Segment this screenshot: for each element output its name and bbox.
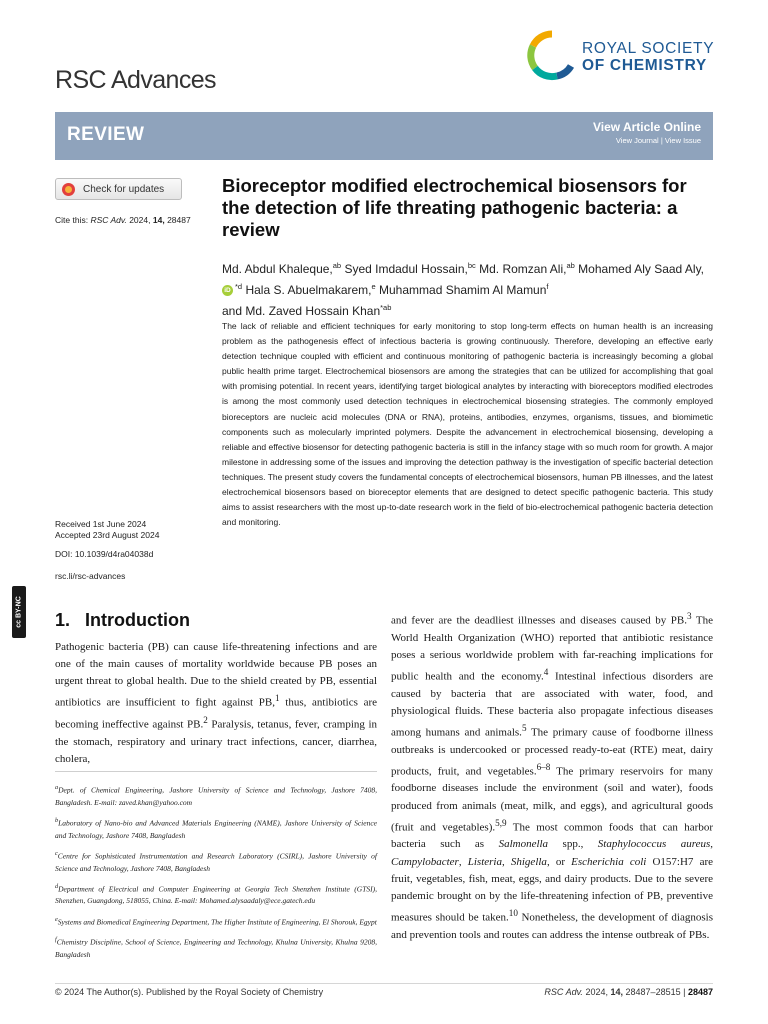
author-affiliation-mark: e: [371, 282, 376, 291]
footer-journal: RSC Adv.: [544, 987, 583, 997]
orcid-icon[interactable]: iD: [222, 285, 233, 296]
author-name[interactable]: Mohamed Aly Saad Aly,: [578, 262, 705, 276]
affiliation-footnote: [55, 881, 377, 908]
reference-link[interactable]: 3: [686, 611, 692, 621]
body-text: The primary reservoirs for many foodborne diseases include the environment (soil and water), foods produced from animals (meat, milk, and eggs), and agricultural goods (fruit and vegetables).: [391, 765, 713, 834]
author-affiliation-mark: f: [546, 282, 549, 291]
body-text: and fever are the deadliest illnesses and diseases caused by PB.: [391, 614, 687, 627]
abstract: The lack of reliable and efficient techniques for early monitoring to stop long-term effects on human health is an increasing problem as the pathogenesis effect of infectious bacteria is growing continuously. Therefore, developing an effective early detection technique coupled with efficient and continuous monitoring of pathogenic bacteria is increasingly becoming a global public health prime target. Electrochemical biosensors are among the strategies that can be utilized for accomplishing that goal with promising potential. In recent years, identifying target biological analytes by interacting with bioreceptors modified electrodes is among the most commonly used detection techniques in electrochemical biosensing strategies. The commonly employed bioreceptors are nucleic acid molecules (DNA or RNA), proteins, antibodies, enzymes, organisms, tissues, and biomimetic components such as molecularly imprinted polymers. Despite the advancement in electrochemical biosensing, developing a reliable and effective biosensor for detecting pathogenic bacteria is still in the infancy stage with so much room for growth. A major milestone in addressing some of the issues and improving the detection pathway is the investigation of specific bacterial detection techniques. The present study covers the fundamental concepts of electrochemical biosensors, human PB illnesses, and the latest electrochemical biosensors based on bioreceptor elements that are designed to detect specific pathogenic bacteria. This study aims to assist researchers with the most up-to-date research work in the field of bio-electrochemical pathogenic bacteria detection and monitoring.: [222, 321, 713, 528]
affiliation-footnote: [55, 934, 377, 961]
species-name: Salmonella: [498, 838, 549, 851]
footnote-text: Chemistry Discipline, School of Science, Engineering and Technology, Khulna University, Khulna 9208, Bangladesh: [55, 937, 377, 960]
section-heading: [55, 610, 190, 631]
affiliation-footnotes: [55, 782, 377, 967]
footnote-mark: a: [55, 784, 59, 791]
doi[interactable]: DOI: 10.1039/d4ra04038d: [55, 549, 154, 559]
author-name[interactable]: Md. Zaved Hossain Khan: [245, 304, 381, 318]
footer-volume: 14,: [610, 987, 624, 997]
cite-year: 2024,: [129, 215, 151, 225]
reference-link[interactable]: 1: [275, 693, 280, 704]
article-meta: [55, 519, 159, 582]
body-text: Pathogenic bacteria (PB) can cause life-threatening infections and are one of the main causes of mortality worldwide because PB poses an urgent threat to global health. Due to the shield created by PB, essential antibiotics are insufficient to fight against PB,: [55, 641, 377, 709]
body-text: The World Health Organization (WHO) reported that antibiotic resistance poses a serious worldwide problem with far-reaching implications for public health and the economy.: [391, 614, 713, 683]
author-affiliation-mark: bc: [467, 261, 476, 270]
author-name[interactable]: Hala S. Abuelmakarem,: [245, 283, 372, 297]
footnote-text: Systems and Biomedical Engineering Department, The Higher Institute of Engineering, El Shorouk, Egypt: [57, 917, 377, 927]
author-name[interactable]: Md. Abdul Khaleque,: [222, 262, 333, 276]
cite-journal: RSC Adv.: [90, 215, 127, 225]
journal-site-link[interactable]: rsc.li/rsc-advances: [55, 571, 126, 581]
footnote-mark: d: [55, 882, 59, 890]
rsc-logo-icon: [527, 30, 577, 84]
species-name: Staphylococcus aureus: [597, 838, 711, 851]
intro-paragraph: [391, 608, 713, 944]
footer-pages: 28487–28515: [625, 987, 681, 997]
body-text: O157:H7 are fruit, vegetables, fish, meat, eggs, and dairy products. Due to the severe pandemic brought on by the life-threatening infection of PB, preventive measures should be taken.: [391, 855, 714, 924]
cc-license-badge[interactable]: [12, 586, 26, 638]
footnote-text: Centre for Sophisticated Instrumentation and Research Laboratory (CSIRL), Jashore University of Science and Technology, Jashore 7408, Bangladesh: [55, 851, 377, 873]
body-text: spp.,: [548, 838, 598, 851]
citation-line: [55, 215, 191, 225]
section-number: 1.: [55, 610, 71, 630]
body-text: Paralysis, tetanus, fever, cramping in the stomach, respiratory and urinary tract infections, cancer, diarrhea, cholera,: [55, 718, 377, 765]
accepted-date: Accepted 23rd August 2024: [55, 530, 160, 540]
check-for-updates-button[interactable]: [55, 178, 182, 200]
view-issue-link[interactable]: View Issue: [664, 136, 701, 145]
body-text: The most common foods that can harbor bacteria such as: [391, 821, 713, 851]
footnote-text: Department of Electrical and Computer Engineering at Georgia Tech Shenzhen Institute (GTSI), Shenzhen, Guangdong, 518055, China. E-mail: Mohamed.alysaadaly@ece.gatech.edu: [55, 884, 377, 906]
body-text: , or: [546, 855, 572, 868]
species-name: Campylobacter: [391, 855, 459, 868]
body-text: The primary cause of foodborne illness outbreaks is undercooked or processed ready-to-eat (RTE) meat, dairy products, fruit, and vegetables.: [391, 726, 713, 778]
author-conjunction: and: [222, 304, 243, 318]
article-type-banner: REVIEW View Article Online View Journal | View Issue: [55, 112, 713, 160]
logo-text-line2: OF CHEMISTRY: [582, 56, 707, 74]
footnote-text: Laboratory of Nano-bio and Advanced Materials Engineering (NAME), Jashore University of Science and Technology, Jashore 7408, Bangladesh: [55, 818, 377, 840]
publisher-logo[interactable]: [527, 30, 717, 84]
cite-prefix: Cite this:: [55, 215, 89, 225]
reference-link[interactable]: 5,9: [495, 817, 507, 828]
author-name[interactable]: Muhammad Shamim Al Mamun: [379, 283, 547, 297]
body-text: ,: [710, 838, 713, 851]
author-list: [222, 257, 717, 320]
article-title: Bioreceptor modified electrochemical biosensors for the detection of life threating pathogenic bacteria: a review: [222, 175, 687, 240]
footnote-mark: f: [55, 936, 57, 944]
journal-name: RSC Advances: [55, 66, 216, 94]
reference-link[interactable]: 10: [508, 907, 518, 918]
author-affiliation-mark: *d: [235, 282, 243, 291]
page-footer-citation: [544, 987, 713, 997]
intro-paragraph: [55, 639, 377, 768]
reference-link[interactable]: 4: [543, 666, 549, 677]
cite-page: 28487: [167, 215, 191, 225]
footer-divider: [55, 983, 713, 984]
footnote-mark: b: [55, 816, 59, 824]
species-name: Escherichia coli: [571, 855, 647, 868]
species-name: Shigella: [510, 855, 547, 868]
section-title: Introduction: [85, 610, 191, 630]
body-text: Intestinal infectious disorders are caused by bacteria that are associated with water, food, and physiological fluids. These bacteria also propagate infectious diseases among humans and animals.: [391, 670, 713, 739]
author-name[interactable]: Syed Imdadul Hossain,: [344, 262, 468, 276]
intro-right-column: [391, 608, 713, 944]
article-type-label: REVIEW: [67, 124, 145, 145]
author-affiliation-mark: *ab: [380, 303, 392, 312]
footer-year: 2024,: [585, 987, 608, 997]
footnote-text: Dept. of Chemical Engineering, Jashore University of Science and Technology, Jashore 7408, Bangladesh. E-mail: zaved.khan@yahoo.com: [55, 785, 377, 807]
affiliation-footnote: [55, 848, 377, 875]
reference-link[interactable]: 6–8: [536, 761, 551, 772]
body-text: ,: [501, 855, 511, 868]
species-name: Listeria: [467, 855, 502, 868]
reference-link[interactable]: 2: [203, 715, 208, 726]
view-article-online-link[interactable]: View Article Online: [592, 120, 701, 134]
author-affiliation-mark: ab: [566, 261, 575, 270]
body-text: ,: [458, 855, 468, 868]
cc-license-label: cc BY-NC: [15, 596, 23, 628]
body-text: thus, antibiotics are becoming ineffective against PB.: [55, 696, 377, 731]
author-affiliation-mark: ab: [332, 261, 342, 270]
footnote-mark: e: [55, 915, 58, 923]
view-journal-link[interactable]: View Journal: [615, 136, 659, 145]
footnote-divider: [55, 771, 377, 772]
affiliation-footnote: [55, 815, 377, 842]
check-updates-icon: [62, 183, 75, 196]
intro-left-column: [55, 639, 377, 768]
logo-text-line1: ROYAL SOCIETY: [582, 40, 715, 57]
reference-link[interactable]: 5: [521, 722, 527, 733]
body-text: Nonetheless, the development of diagnosis and prevention tools and routes can address the intense outbreak of PBs.: [391, 911, 713, 941]
page-number: 28487: [687, 987, 713, 997]
received-date: Received 1st June 2024: [55, 519, 147, 529]
cite-volume: 14,: [152, 215, 165, 225]
copyright-notice: © 2024 The Author(s). Published by the Royal Society of Chemistry: [55, 987, 324, 997]
footer-separator: |: [683, 987, 686, 997]
footnote-mark: c: [55, 849, 58, 857]
affiliation-footnote: [55, 782, 377, 809]
author-name[interactable]: Md. Romzan Ali,: [479, 262, 567, 276]
affiliation-footnote: [55, 914, 377, 929]
check-for-updates-label: Check for updates: [83, 183, 165, 195]
